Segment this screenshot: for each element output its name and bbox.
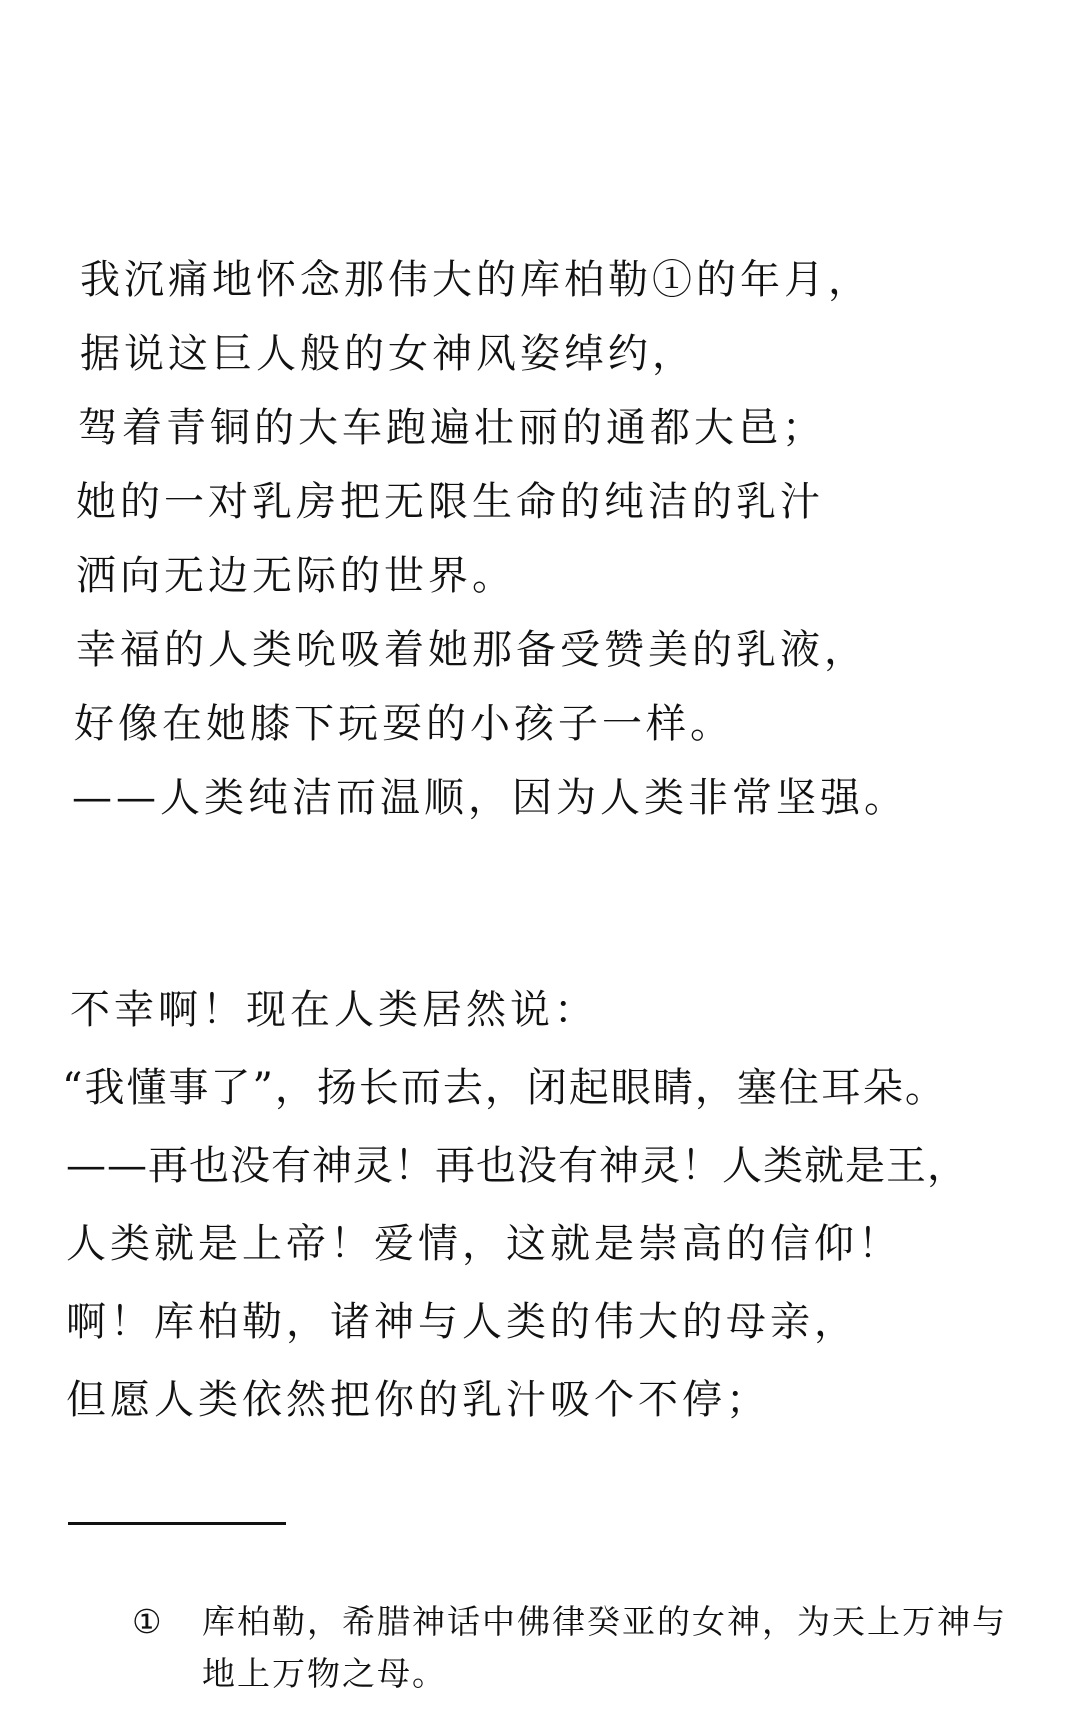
poem-line: 不幸啊！现在人类居然说： <box>70 987 598 1033</box>
poem-line: 人类就是上帝！爱情，这就是崇高的信仰！ <box>66 1221 902 1267</box>
footnote-text: 库柏勒，希腊神话中佛律癸亚的女神，为天上万神与地上万物之母。 <box>202 1602 1007 1693</box>
poem-line: ——再也没有神灵！再也没有神灵！人类就是王， <box>66 1143 968 1189</box>
footnote-marker: ① <box>132 1602 162 1641</box>
poem-line: 但愿人类依然把你的乳汁吸个不停； <box>66 1377 770 1423</box>
poem-line: 啊！库柏勒，诸神与人类的伟大的母亲， <box>66 1299 858 1345</box>
poem-line: 幸福的人类吮吸着她那备受赞美的乳液， <box>76 627 868 673</box>
poem-line: 我沉痛地怀念那伟大的库柏勒①的年月， <box>80 257 872 303</box>
poem-line: ——人类纯洁而温顺，因为人类非常坚强。 <box>72 775 908 821</box>
poem-line: 驾着青铜的大车跑遍壮丽的通都大邑； <box>78 405 826 451</box>
poem-line: 她的一对乳房把无限生命的纯洁的乳汁 <box>76 479 824 525</box>
footnote-divider <box>68 1522 286 1525</box>
poem-line: “我懂事了”，扬长而去，闭起眼睛，塞住耳朵。 <box>62 1065 947 1111</box>
poem-line: 据说这巨人般的女神风姿绰约， <box>80 331 696 377</box>
poem-line: 好像在她膝下玩耍的小孩子一样。 <box>74 701 734 747</box>
poem-line: 洒向无边无际的世界。 <box>76 553 516 599</box>
